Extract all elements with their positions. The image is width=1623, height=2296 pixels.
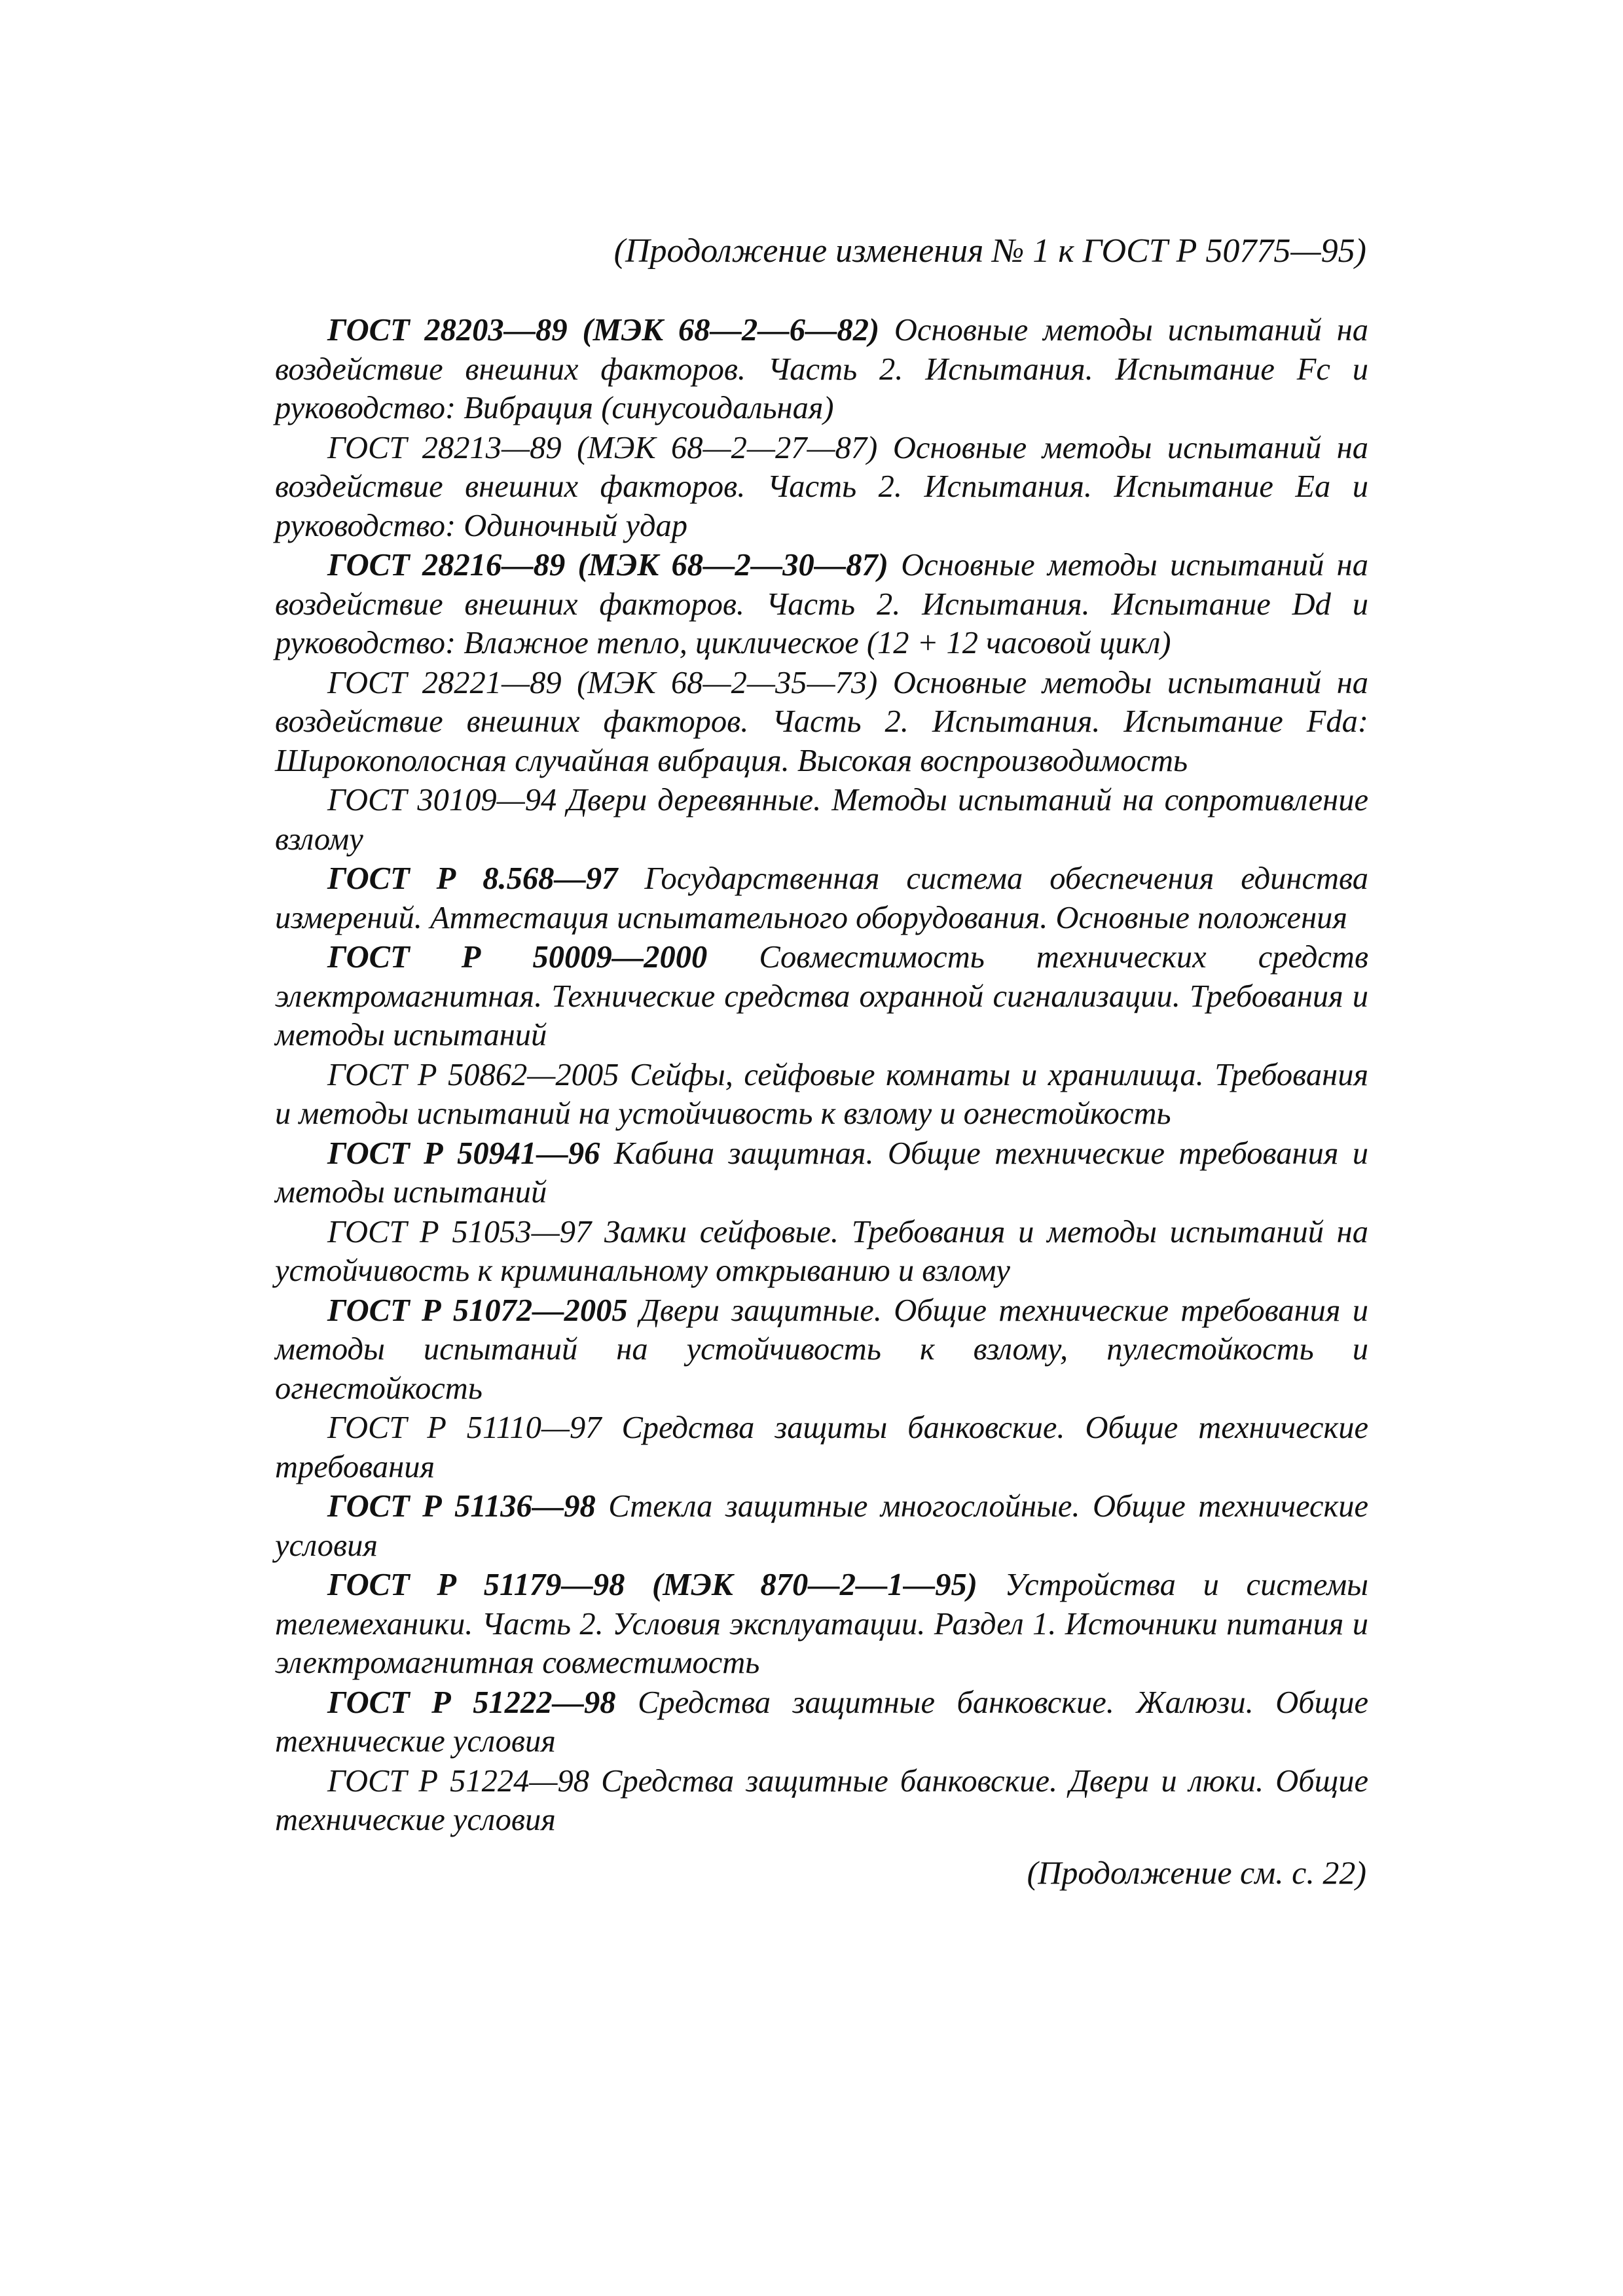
reference-code: ГОСТ Р 51053—97: [327, 1214, 592, 1249]
reference-title: Стекла защитные многослойные. Общие технические условия: [275, 1489, 1369, 1563]
reference-item: [275, 546, 1368, 663]
reference-item: [275, 1683, 1368, 1761]
reference-title: Устройства и системы телемеханики. Часть 2. Условия эксплуатации. Раздел 1. Источники питания и электромагнитная совместимость: [275, 1568, 1368, 1680]
reference-item: [275, 781, 1368, 859]
reference-item: [275, 859, 1368, 937]
reference-title: Основные методы испытаний на воздействие внешних факторов. Часть 2. Испытания. Испытание Fc и руководство: Вибрация (синусоидальная): [275, 313, 1369, 425]
continuation-note: (Продолжение см. с. 22): [1027, 1854, 1366, 1891]
reference-title: Совместимость технических средств электромагнитная. Технические средства охранной сигнализации. Требования и методы испытаний: [275, 940, 1369, 1052]
reference-title: Замки сейфовые. Требования и методы испытаний на устойчивость к криминальному открыванию и взлому: [275, 1214, 1368, 1288]
reference-code: ГОСТ Р 50941—96: [327, 1136, 600, 1171]
reference-item: [275, 1056, 1368, 1134]
reference-item: [275, 1487, 1368, 1565]
reference-item: [275, 1213, 1368, 1291]
reference-code: ГОСТ Р 50862—2005: [327, 1057, 619, 1092]
reference-title: Двери защитные. Общие технические требования и методы испытаний на устойчивость к взлому, пулестойкость и огнестойкость: [275, 1293, 1369, 1406]
reference-code: ГОСТ 30109—94: [327, 783, 557, 817]
reference-title: Средства защиты банковские. Общие технические требования: [275, 1410, 1369, 1484]
running-head: (Продолжение изменения № 1 к ГОСТ Р 50775—95): [613, 232, 1366, 270]
reference-title: Основные методы испытаний на воздействие внешних факторов. Часть 2. Испытания. Испытание Еа и руководство: Одиночный удар: [275, 430, 1369, 543]
reference-item: [275, 1134, 1368, 1212]
reference-code: ГОСТ 28216—89 (МЭК 68—2—30—87): [327, 548, 888, 583]
reference-code: ГОСТ 28213—89 (МЭК 68—2—27—87): [327, 430, 878, 465]
reference-item: [275, 311, 1368, 428]
reference-item: [275, 1408, 1368, 1486]
reference-list: [275, 311, 1368, 1840]
reference-item: [275, 664, 1368, 781]
reference-item: [275, 1291, 1368, 1408]
reference-code: ГОСТ Р 51110—97: [327, 1410, 602, 1445]
reference-code: ГОСТ Р 51224—98: [327, 1763, 590, 1799]
reference-title: Средства защитные банковские. Двери и люки. Общие технические условия: [275, 1763, 1369, 1837]
reference-title: Основные методы испытаний на воздействие внешних факторов. Часть 2. Испытания. Испытание Dd и руководство: Влажное тепло, циклическое (12 + 12 часовой цикл): [275, 548, 1368, 660]
reference-title: Сейфы, сейфовые комнаты и хранилища. Требования и методы испытаний на устойчивость к взлому и огнестойкость: [275, 1057, 1368, 1131]
reference-item: [275, 1762, 1368, 1840]
reference-code: ГОСТ Р 50009—2000: [327, 940, 708, 975]
reference-item: [275, 938, 1368, 1055]
reference-code: ГОСТ 28221—89 (МЭК 68—2—35—73): [327, 665, 878, 700]
reference-title: Кабина защитная. Общие технические требования и методы испытаний: [275, 1136, 1369, 1210]
reference-code: ГОСТ Р 51136—98: [327, 1489, 596, 1524]
reference-code: ГОСТ 28203—89 (МЭК 68—2—6—82): [327, 313, 880, 348]
reference-code: ГОСТ Р 8.568—97: [327, 861, 618, 896]
reference-title: Двери деревянные. Методы испытаний на сопротивление взлому: [275, 783, 1369, 857]
reference-title: Государственная система обеспечения единства измерений. Аттестация испытательного оборудования. Основные положения: [275, 861, 1368, 935]
reference-code: ГОСТ Р 51222—98: [327, 1685, 616, 1720]
reference-item: [275, 1566, 1368, 1683]
reference-title: Средства защитные банковские. Жалюзи. Общие технические условия: [275, 1685, 1369, 1759]
reference-code: ГОСТ Р 51072—2005: [327, 1293, 628, 1328]
reference-code: ГОСТ Р 51179—98 (МЭК 870—2—1—95): [327, 1568, 977, 1602]
reference-title: Основные методы испытаний на воздействие внешних факторов. Часть 2. Испытания. Испытание Fda: Широкополосная случайная вибрация. Высокая воспроизводимость: [275, 665, 1369, 778]
reference-item: [275, 429, 1368, 546]
